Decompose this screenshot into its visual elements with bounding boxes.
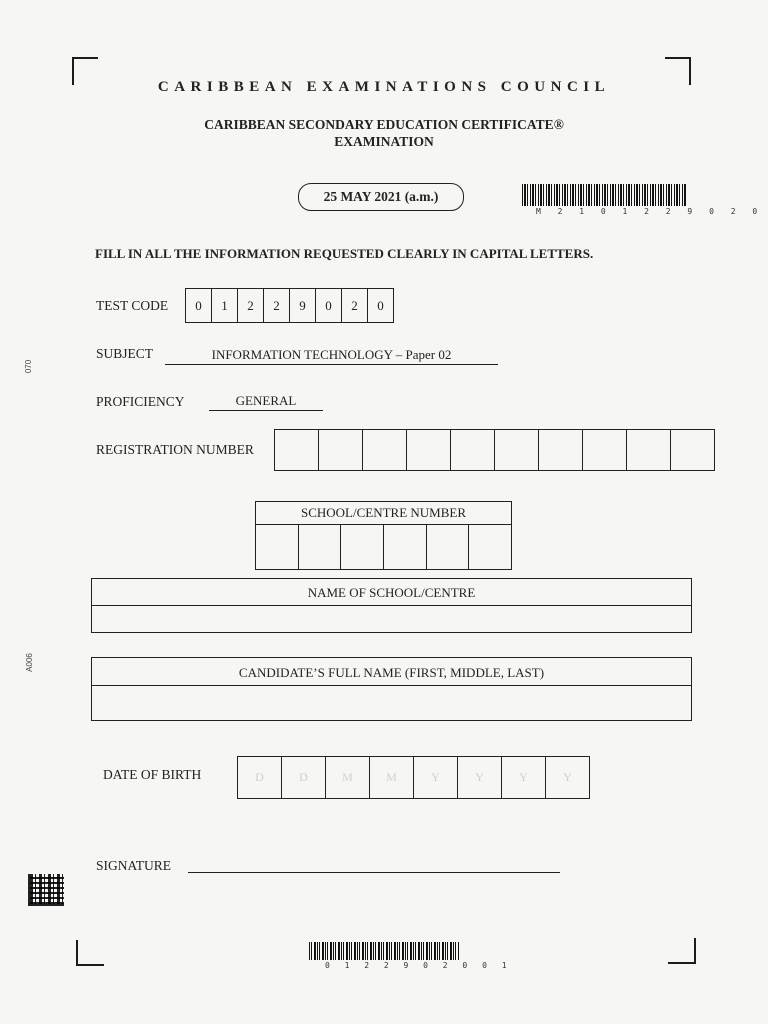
test-code-digit-box[interactable]: 0	[367, 289, 393, 322]
school-number-box	[255, 501, 512, 570]
test-code-label: TEST CODE	[96, 298, 169, 313]
test-code-digit-box[interactable]: 9	[289, 289, 315, 322]
proficiency-value: GENERAL	[209, 393, 323, 411]
dob-label: DATE OF BIRTH	[103, 767, 202, 782]
signature-label: SIGNATURE	[96, 858, 172, 873]
school-number-grid	[256, 525, 511, 569]
test-code-digit-box[interactable]: 2	[263, 289, 289, 322]
registration-digit-box[interactable]	[582, 430, 626, 470]
certificate-title-line2: EXAMINATION	[334, 134, 434, 149]
test-code-digit-box[interactable]: 2	[341, 289, 367, 322]
registration-digit-box[interactable]	[362, 430, 406, 470]
subject-value: INFORMATION TECHNOLOGY – Paper 02	[165, 347, 498, 365]
registration-number-grid	[274, 429, 715, 471]
school-number-label: SCHOOL/CENTRE NUMBER	[256, 502, 511, 525]
registration-number-label: REGISTRATION NUMBER	[96, 442, 254, 457]
school-name-field[interactable]	[92, 606, 691, 632]
candidate-name-box	[91, 657, 692, 721]
dob-digit-box[interactable]: D	[281, 757, 325, 798]
instruction-text: FILL IN ALL THE INFORMATION REQUESTED CLEARLY IN CAPITAL LETTERS.	[95, 246, 594, 261]
dob-digit-box[interactable]: M	[369, 757, 413, 798]
registration-digit-box[interactable]	[670, 430, 714, 470]
subject-label: SUBJECT	[96, 346, 154, 361]
test-code-digit-box[interactable]: 1	[211, 289, 237, 322]
school-name-box	[91, 578, 692, 633]
exam-date-badge: 25 MAY 2021 (a.m.)	[298, 183, 464, 211]
barcode-bars	[522, 184, 686, 206]
school-number-digit-box[interactable]	[256, 525, 298, 569]
school-number-digit-box[interactable]	[426, 525, 469, 569]
dob-digit-box[interactable]: Y	[413, 757, 457, 798]
bottom-barcode	[309, 942, 512, 970]
side-code-middle: A006	[24, 653, 34, 672]
barcode-digits: M 2 1 0 1 2 2 9 0 2 0	[536, 207, 764, 216]
signature-line[interactable]	[188, 872, 560, 873]
school-name-label: NAME OF SCHOOL/CENTRE	[92, 579, 691, 606]
barcode-digits: 0 1 2 2 9 0 2 0 0 1	[325, 961, 512, 970]
school-number-digit-box[interactable]	[383, 525, 426, 569]
corner-mark-bottom-left	[76, 940, 104, 966]
registration-digit-box[interactable]	[275, 430, 318, 470]
registration-digit-box[interactable]	[538, 430, 582, 470]
registration-digit-box[interactable]	[406, 430, 450, 470]
candidate-name-field[interactable]	[92, 686, 691, 719]
school-number-digit-box[interactable]	[340, 525, 383, 569]
test-code-digit-box[interactable]: 0	[195, 297, 202, 313]
council-title: CARIBBEAN EXAMINATIONS COUNCIL	[157, 79, 611, 95]
barcode-bars	[309, 942, 459, 960]
datamatrix-code	[28, 874, 64, 906]
corner-mark-bottom-right	[668, 938, 696, 964]
school-number-digit-box[interactable]	[468, 525, 511, 569]
test-code-grid	[185, 288, 394, 323]
dob-grid	[237, 756, 590, 799]
dob-digit-box[interactable]: Y	[457, 757, 501, 798]
certificate-title-line1: CARIBBEAN SECONDARY EDUCATION CERTIFICATE®	[204, 117, 564, 132]
test-code-digit-box[interactable]: 2	[237, 289, 263, 322]
registration-digit-box[interactable]	[494, 430, 538, 470]
registration-digit-box[interactable]	[450, 430, 494, 470]
test-code-digit-box[interactable]: 0	[315, 289, 341, 322]
school-number-digit-box[interactable]	[298, 525, 341, 569]
dob-digit-box[interactable]: Y	[501, 757, 545, 798]
side-code-top: 070	[24, 359, 34, 374]
registration-digit-box[interactable]	[318, 430, 362, 470]
candidate-name-label: CANDIDATE’S FULL NAME (FIRST, MIDDLE, LAST)	[92, 658, 691, 686]
dob-digit-box[interactable]: Y	[545, 757, 589, 798]
dob-digit-box[interactable]: M	[325, 757, 369, 798]
certificate-title	[0, 116, 768, 150]
proficiency-label: PROFICIENCY	[96, 394, 185, 409]
registration-digit-box[interactable]	[626, 430, 670, 470]
dob-digit-box[interactable]: D	[255, 770, 264, 784]
top-barcode	[522, 184, 763, 216]
